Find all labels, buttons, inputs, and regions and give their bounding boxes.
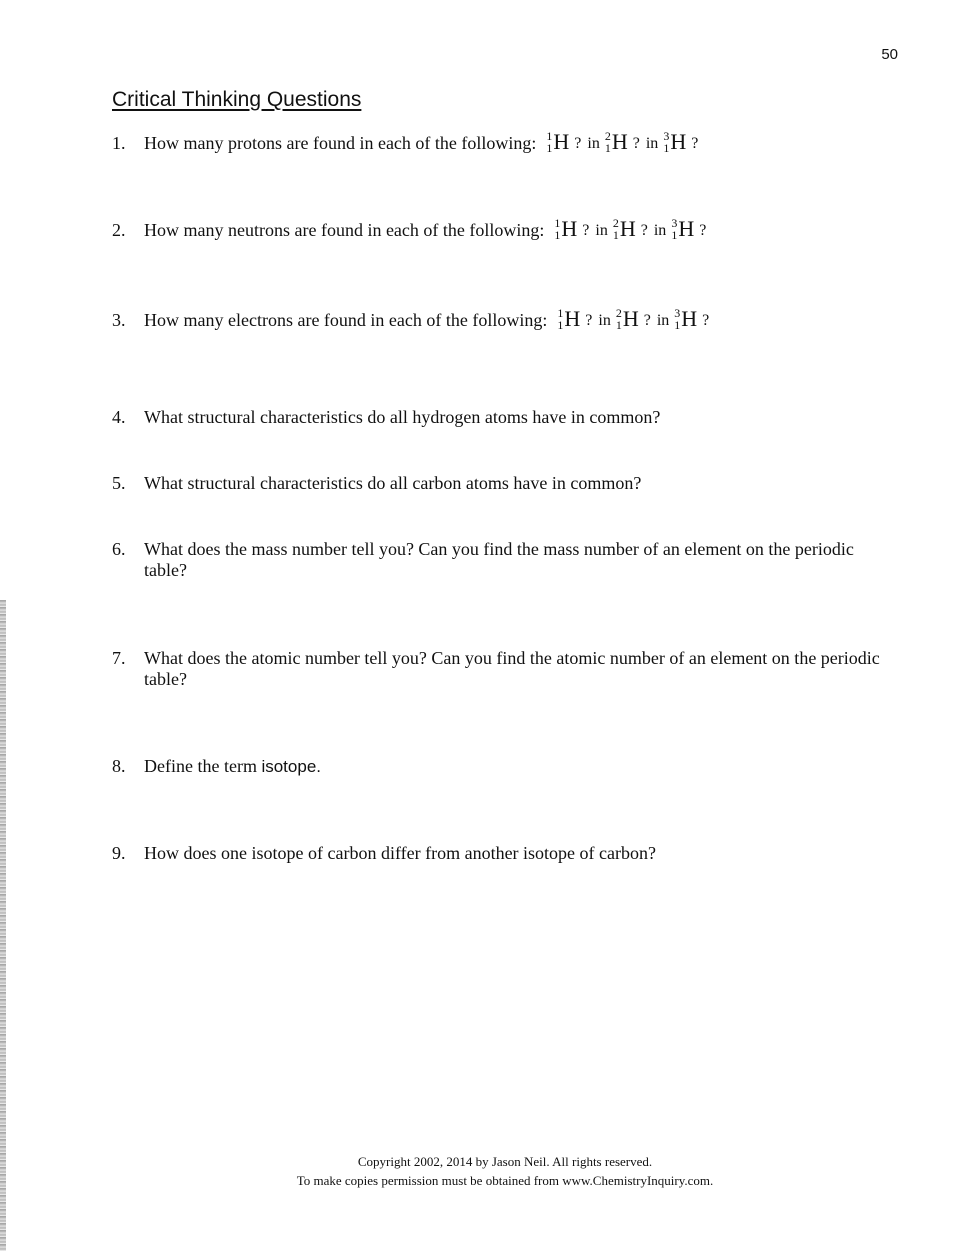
copyright-line: Copyright 2002, 2014 by Jason Neil. All rights reserved. — [357, 1154, 653, 1169]
question-mark: ? — [702, 312, 710, 329]
question-1 — [112, 130, 882, 154]
question-mark: ? — [585, 312, 593, 329]
footer — [0, 1152, 979, 1190]
element-symbol: H — [564, 306, 581, 331]
atomic-number: 1 — [612, 228, 619, 242]
question-3 — [112, 307, 882, 331]
in-word: in — [645, 135, 659, 152]
nuclide-hydrogen-1 — [546, 130, 569, 154]
defined-term: isotope. — [261, 757, 321, 776]
atomic-number: 1 — [671, 228, 678, 242]
atomic-number: 1 — [604, 141, 611, 155]
element-symbol: H — [561, 216, 578, 241]
question-number: 5. — [112, 473, 126, 493]
question-text: How many neutrons are found in each of the following: — [144, 220, 545, 240]
isotope-list — [555, 307, 712, 331]
mass-number: 3 — [663, 129, 670, 143]
atomic-number: 1 — [674, 318, 681, 332]
question-7 — [112, 648, 882, 690]
element-symbol: H — [611, 129, 628, 154]
question-number: 9. — [112, 843, 126, 863]
isotope-list — [552, 217, 709, 241]
question-number: 7. — [112, 648, 126, 668]
nuclide-hydrogen-1 — [557, 307, 580, 331]
mass-number: 2 — [604, 129, 611, 143]
atomic-number: 1 — [546, 141, 553, 155]
question-text: What structural characteristics do all hydrogen atoms have in common? — [144, 407, 661, 427]
element-symbol: H — [670, 129, 687, 154]
in-word: in — [595, 222, 608, 239]
nuclide-hydrogen-2 — [613, 217, 636, 241]
mass-number: 2 — [612, 216, 619, 230]
question-mark: ? — [574, 135, 582, 152]
question-text: What structural characteristics do all carbon atoms have in common? — [144, 473, 642, 493]
question-8 — [112, 756, 882, 777]
question-mark: ? — [632, 135, 640, 152]
question-number: 6. — [112, 539, 126, 559]
element-symbol: H — [622, 306, 639, 331]
question-5 — [112, 473, 882, 494]
question-4 — [112, 407, 882, 428]
in-word: in — [598, 312, 611, 329]
nuclide-hydrogen-3 — [674, 307, 697, 331]
element-symbol: H — [619, 216, 636, 241]
question-text: How many protons are found in each of the following: — [144, 133, 537, 153]
mass-number: 1 — [546, 129, 553, 143]
mass-number: 3 — [671, 216, 678, 230]
nuclide-hydrogen-3 — [671, 217, 694, 241]
question-text-wrapper — [144, 756, 882, 777]
in-word: in — [653, 222, 667, 239]
question-number: 3. — [112, 310, 126, 330]
question-text: What does the mass number tell you? Can you find the mass number of an element on the periodic table? — [144, 539, 854, 580]
element-symbol: H — [553, 129, 570, 154]
mass-number: 3 — [674, 306, 681, 320]
mass-number: 1 — [554, 216, 561, 230]
question-9 — [112, 843, 882, 864]
element-symbol: H — [681, 306, 698, 331]
section-heading: Critical Thinking Questions — [112, 88, 362, 111]
question-number: 4. — [112, 407, 126, 427]
atomic-number: 1 — [663, 141, 670, 155]
question-number: 1. — [112, 133, 126, 153]
question-6 — [112, 539, 882, 581]
atomic-number: 1 — [557, 318, 564, 332]
question-mark: ? — [582, 222, 590, 239]
question-mark: ? — [691, 135, 699, 152]
mass-number: 2 — [615, 306, 622, 320]
isotope-list — [544, 130, 701, 154]
question-text: How many electrons are found in each of the following: — [144, 310, 548, 330]
atomic-number: 1 — [615, 318, 622, 332]
in-word: in — [587, 135, 600, 152]
permission-line: To make copies permission must be obtained from www.ChemistryInquiry.com. — [296, 1173, 714, 1188]
nuclide-hydrogen-2 — [616, 307, 639, 331]
nuclide-hydrogen-1 — [554, 217, 577, 241]
question-mark: ? — [643, 312, 651, 329]
element-symbol: H — [678, 216, 695, 241]
question-number: 8. — [112, 756, 126, 776]
in-word: in — [656, 312, 670, 329]
question-number: 2. — [112, 220, 126, 240]
question-text: Define the term — [144, 756, 257, 776]
atomic-number: 1 — [554, 228, 561, 242]
question-text: What does the atomic number tell you? Can you find the atomic number of an element on the periodic table? — [144, 648, 880, 689]
mass-number: 1 — [557, 306, 564, 320]
question-mark: ? — [699, 222, 707, 239]
nuclide-hydrogen-3 — [663, 130, 686, 154]
nuclide-hydrogen-2 — [605, 130, 628, 154]
page-number: 50 — [881, 46, 898, 63]
question-2 — [112, 217, 882, 241]
question-text: How does one isotope of carbon differ from another isotope of carbon? — [144, 843, 657, 863]
question-mark: ? — [640, 222, 648, 239]
